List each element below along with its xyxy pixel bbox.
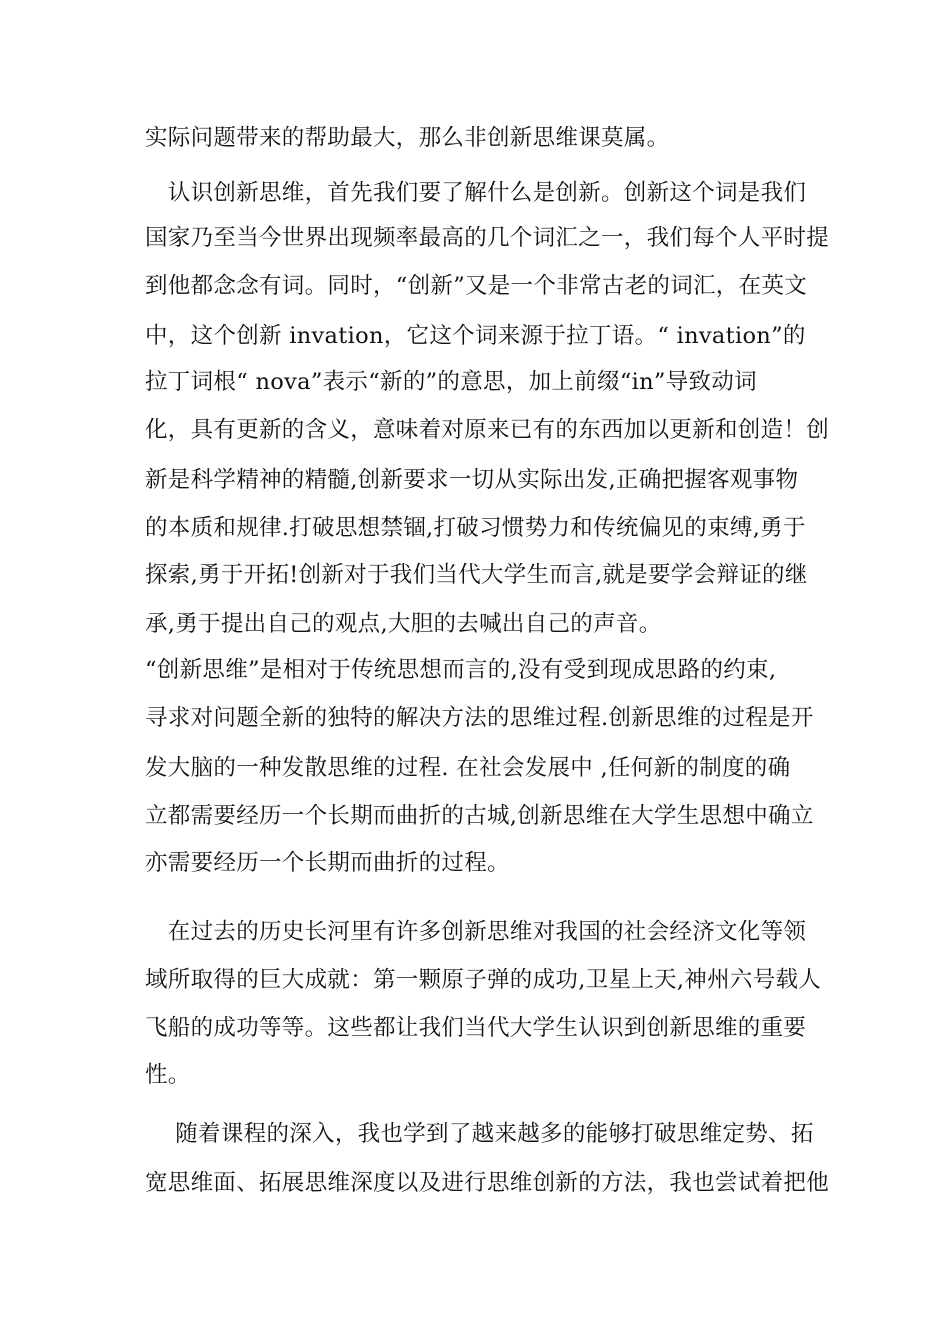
text-line: 探索,勇于开拓!创新对于我们当代大学生而言,就是要学会辩证的继 xyxy=(145,562,808,588)
text-line: 性。 xyxy=(145,1062,191,1088)
text-line: 拉丁词根“ nova”表示“新的”的意思，加上前缀“in”导致动词 xyxy=(145,369,757,395)
text-line: 到他都念念有词。同时，“创新”又是一个非常古老的词汇，在英文 xyxy=(145,273,808,299)
text-line: 域所取得的巨大成就：第一颗原子弹的成功,卫星上天,神州六号载人 xyxy=(145,967,822,993)
text-line: 在过去的历史长河里有许多创新思维对我国的社会经济文化等领 xyxy=(145,919,807,945)
text-line: 国家乃至当今世界出现频率最高的几个词汇之一，我们每个人平时提 xyxy=(145,225,830,251)
text-line: 立都需要经历一个长期而曲折的古城,创新思维在大学生思想中确立 xyxy=(145,803,814,829)
text-line: 亦需要经历一个长期而曲折的过程。 xyxy=(145,850,510,876)
text-line: 认识创新思维，首先我们要了解什么是创新。创新这个词是我们 xyxy=(145,180,807,206)
text-line: 化，具有更新的含义，意味着对原来已有的东西加以更新和创造！创 xyxy=(145,417,830,443)
text-line: 承,勇于提出自己的观点,大胆的去喊出自己的声音。 xyxy=(145,611,662,637)
text-line: 发大脑的一种发散思维的过程. 在社会发展中 ,任何新的制度的确 xyxy=(145,755,791,781)
text-line: 新是科学精神的精髓,创新要求一切从实际出发,正确把握客观事物 xyxy=(145,467,799,493)
text-line: 飞船的成功等等。这些都让我们当代大学生认识到创新思维的重要 xyxy=(145,1015,807,1041)
text-line: 实际问题带来的帮助最大，那么非创新思维课莫属。 xyxy=(145,125,670,151)
text-line: 寻求对问题全新的独特的解决方法的思维过程.创新思维的过程是开 xyxy=(145,705,814,731)
text-line: 随着课程的深入，我也学到了越来越多的能够打破思维定势、拓 xyxy=(145,1121,814,1147)
text-line: “创新思维”是相对于传统思想而言的,没有受到现成思路的约束, xyxy=(145,657,777,683)
text-line: 的本质和规律.打破思想禁锢,打破习惯势力和传统偏见的束缚,勇于 xyxy=(145,515,806,541)
text-line: 中，这个创新 invation，它这个词来源于拉丁语。“ invation”的 xyxy=(145,323,806,349)
text-line: 宽思维面、拓展思维深度以及进行思维创新的方法，我也尝试着把他 xyxy=(145,1170,830,1196)
